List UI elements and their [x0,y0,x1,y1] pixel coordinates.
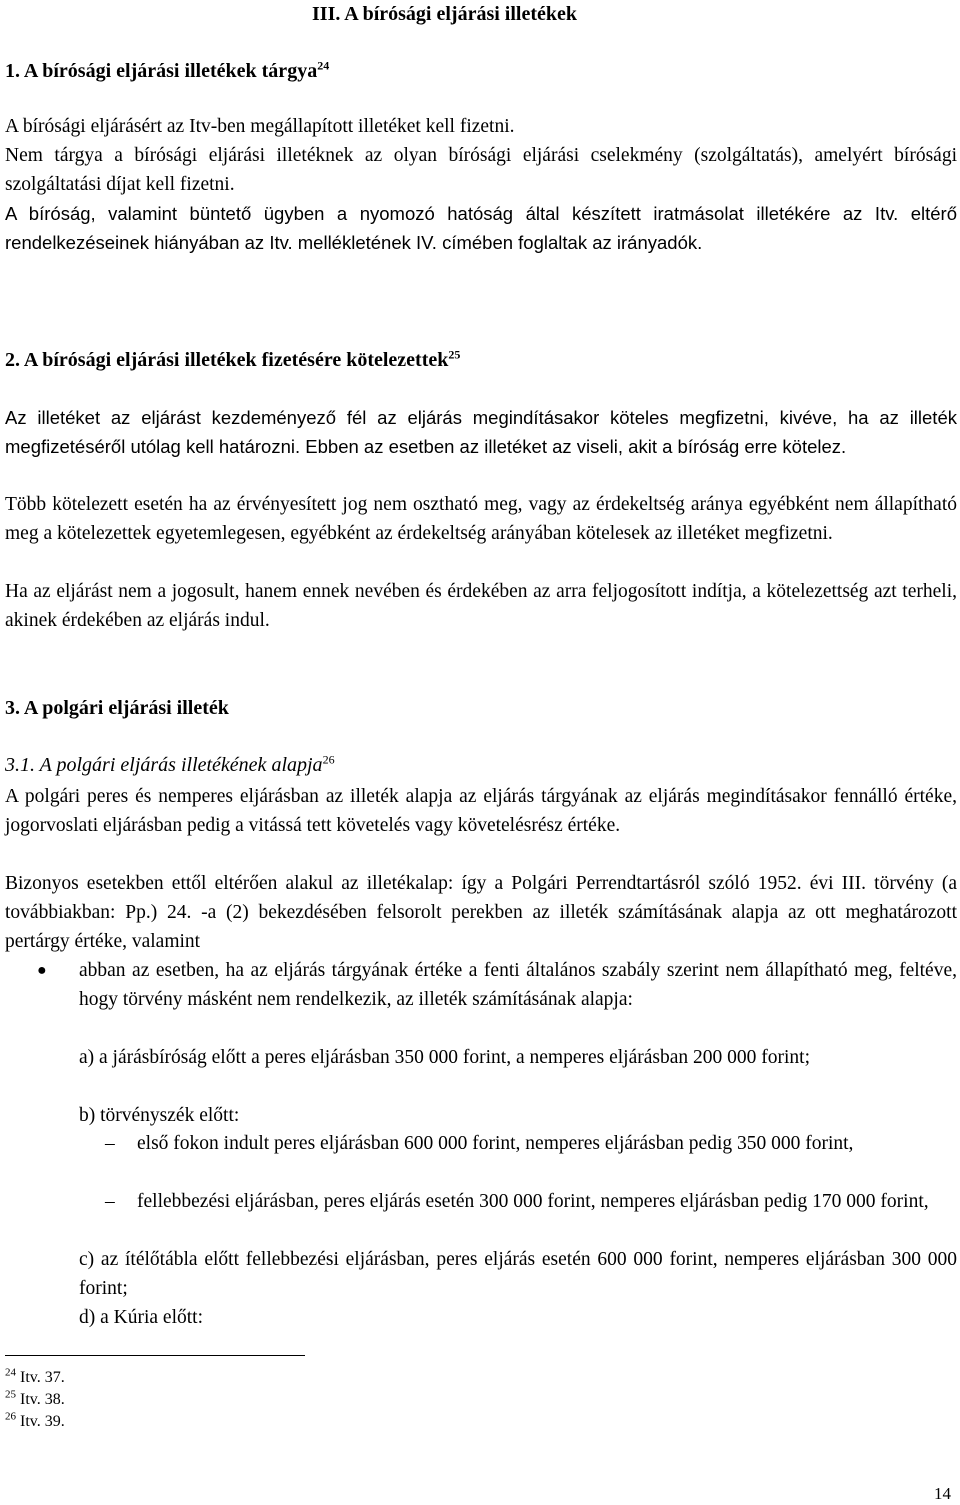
item-b-dash-1: első fokon indult peres eljárásban 600 000 forint, nemperes eljárásban pedig 350 000 forint, [137,1133,854,1154]
dash-1: – [105,1133,115,1154]
item-b: b) törvényszék előtt: [79,1105,240,1126]
footnote-text: Itv. 39. [20,1413,65,1430]
page-number: 14 [934,1484,951,1503]
footnote-number: 26 [5,1410,16,1423]
section3-title: 3. A polgári eljárási illeték [5,697,229,719]
section1-title-text: 1. A bírósági eljárási illetékek tárgya [5,60,318,82]
section3-sub-number: 3.1. [5,754,35,776]
section1-paragraph-1: A bírósági eljárásért az Itv-ben megállapított illetéket kell fizetni. [5,116,515,137]
section1-paragraph-3: A bíróság, valamint büntető ügyben a nyomozó hatóság által készített iratmásolat illetékére az Itv. eltérő rendelkezéseinek hiányában az Itv. mellékletének IV. címében foglaltak az irányadók. [5,203,957,253]
item-c: c) az ítélőtábla előtt fellebbezési eljárásban, peres eljárás esetén 600 000 forint, nemperes eljárásban 300 000 forint; [79,1249,957,1299]
footnote-ref-25: 25 [448,347,461,362]
footnote-ref-26: 26 [322,752,335,767]
footnote-text: Itv. 38. [20,1391,65,1408]
chapter-title: III. A bírósági eljárási illetékek [312,3,577,25]
item-d: d) a Kúria előtt: [79,1307,203,1328]
section2-title-text: 2. A bírósági eljárási illetékek fizetésére kötelezettek [5,349,449,371]
section3-sub-title: A polgári eljárás illetékének alapja [39,754,323,776]
footnote-separator [5,1355,305,1356]
section2-title [5,345,460,375]
section2-paragraph-3: Ha az eljárást nem a jogosult, hanem ennek nevében és érdekében az arra feljogosított indítja, a kötelezettség azt terheli, akinek érdekében az eljárás indul. [5,581,957,631]
section3-paragraph-1: A polgári peres és nemperes eljárásban az illeték alapja az eljárás tárgyának az eljárás megindításakor fennálló értéke, jogorvoslati eljárásban pedig a vitássá tett követelés vagy követelésrész értéke. [5,786,957,836]
dash-2: – [105,1191,115,1212]
section1-title [5,56,329,86]
footnote-26 [5,1411,65,1432]
section2-paragraph-2: Több kötelezett esetén ha az érvényesített jog nem osztható meg, vagy az érdekeltség aránya egyébként nem állapítható meg a kötelezettek egyetemlegesen, egyébként az érdekeltség arányában kötelesek az illetéket megfizetni. [5,494,957,544]
section3-paragraph-2: Bizonyos esetekben ettől eltérően alakul az illetékalap: így a Polgári Perrendtartásról szóló 1952. évi III. törvény (a továbbiakban: Pp.) 24. -a (2) bekezdésében felsorolt perekben az illeték számításának alapja az ott meghatározott pertárgy értéke, valamint [5,873,957,952]
bullet-text: abban az esetben, ha az eljárás tárgyának értéke a fenti általános szabály szerint nem állapítható meg, feltéve, hogy törvény másként nem rendelkezik, az illeték számításának alapja: [79,960,957,1010]
item-a: a) a járásbíróság előtt a peres eljárásban 350 000 forint, a nemperes eljárásban 200 000 forint; [79,1047,810,1068]
footnote-24 [5,1367,65,1388]
footnote-25 [5,1389,65,1410]
footnote-ref-24: 24 [317,58,330,73]
footnote-number: 25 [5,1388,16,1401]
footnote-text: Itv. 37. [20,1369,65,1386]
section3-subtitle [5,750,335,780]
footnote-number: 24 [5,1366,16,1379]
item-b-dash-2: fellebbezési eljárásban, peres eljárás esetén 300 000 forint, nemperes eljárásban pedig 170 000 forint, [137,1191,929,1212]
bullet-icon: ● [37,962,47,979]
section1-paragraph-2: Nem tárgya a bírósági eljárási illetéknek az olyan bírósági eljárási cselekmény (szolgáltatás), amelyért bírósági szolgáltatási díjat kell fizetni. [5,145,957,195]
section2-paragraph-1: Az illetéket az eljárást kezdeményező fél az eljárás megindításakor köteles megfizetni, kivéve, ha az illeték megfizetéséről utólag kell határozni. Ebben az esetben az illetéket az viseli, akit a bíróság erre kötelez. [5,407,957,457]
